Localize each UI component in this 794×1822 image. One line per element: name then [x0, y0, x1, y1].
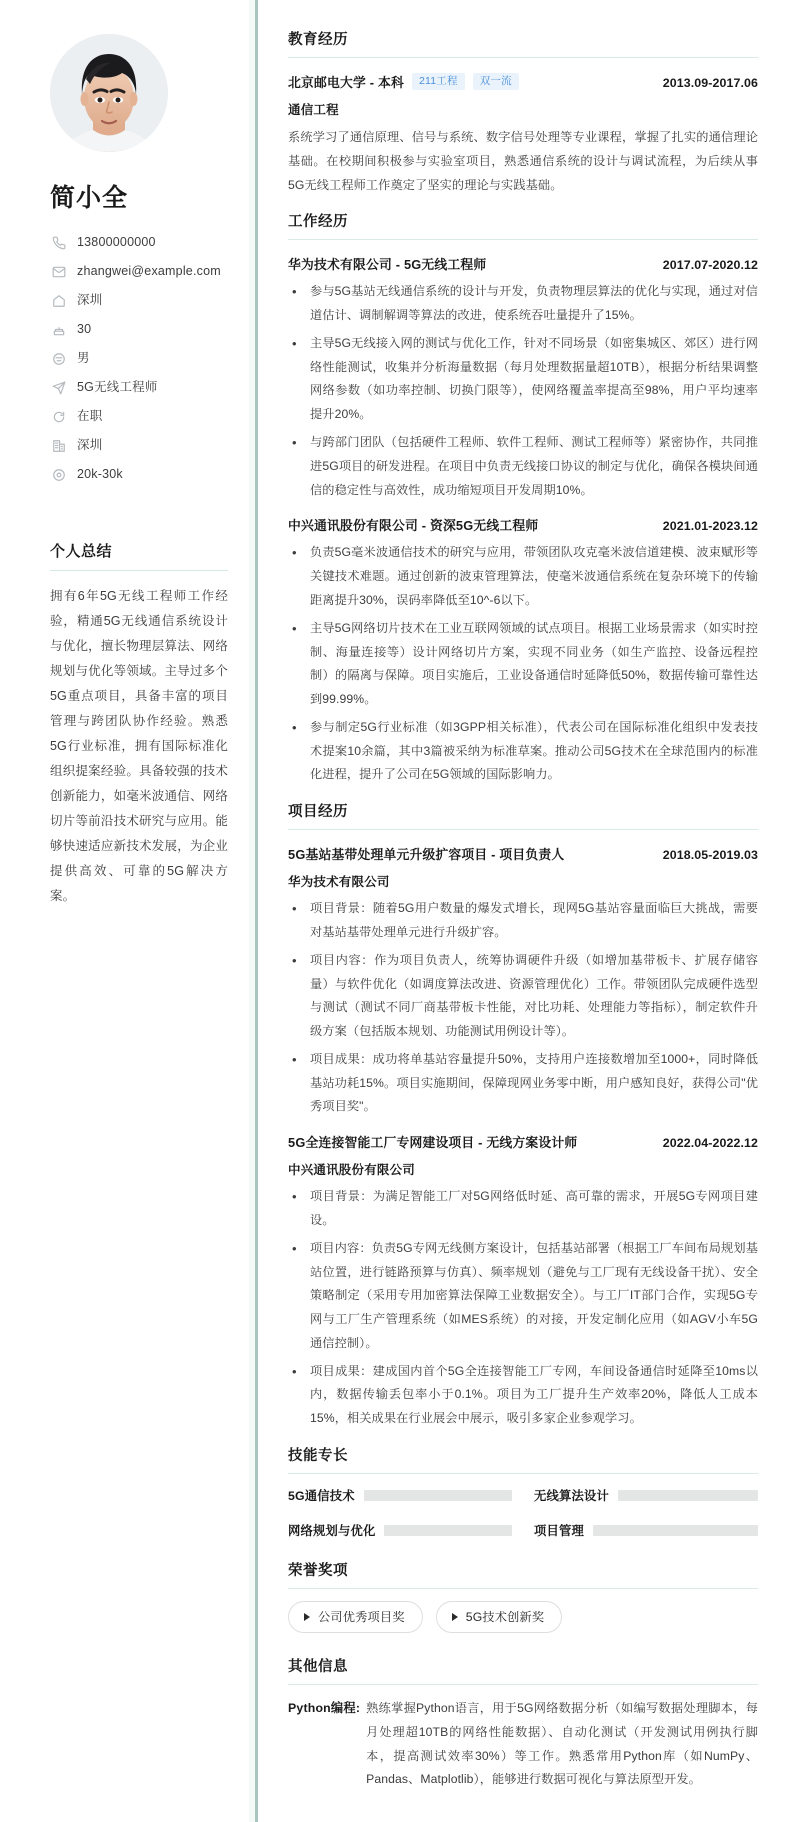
contact-list	[51, 230, 228, 488]
education-tag-shuangyiliu: 双一流	[473, 73, 519, 90]
contact-age	[51, 317, 228, 343]
work-bullets	[288, 541, 758, 787]
other-info-section	[288, 1655, 758, 1792]
contact-value: 男	[77, 351, 90, 366]
skill-label: 5G通信技术	[288, 1489, 355, 1504]
avatar	[50, 34, 168, 152]
skill-item	[534, 1486, 758, 1504]
skill-progress-track	[384, 1525, 512, 1536]
project-bullets	[288, 1185, 758, 1431]
project-bullets	[288, 897, 758, 1119]
home-icon	[51, 293, 67, 309]
phone-icon	[51, 235, 67, 251]
list-item: • 与跨部门团队（包括硬件工程师、软件工程师、测试工程师等）紧密协作，共同推进5G项目的研发进程。在项目中负责无线接口协议的制定与优化，确保各模块间通信的稳定性与高效性，成功缩短项目开发周期10%。	[288, 431, 758, 502]
work-entry-header	[288, 515, 758, 534]
refresh-icon	[51, 409, 67, 425]
awards-list	[288, 1601, 758, 1633]
contact-gender	[51, 346, 228, 372]
coin-icon	[51, 467, 67, 483]
list-item: • 项目背景：为满足智能工厂对5G网络低时延、高可靠的需求，开展5G专网项目建设。	[288, 1185, 758, 1233]
paper-plane-icon	[51, 380, 67, 396]
project-title: 5G基站基带处理单元升级扩容项目 - 项目负责人	[288, 847, 565, 863]
education-section	[288, 28, 758, 197]
list-item: • 项目成果：成功将单基站容量提升50%，支持用户连接数增加至1000+，同时降低基站功耗15%。项目实施期间，保障现网业务零中断，用户感知良好，获得公司"优秀项目奖"。	[288, 1048, 758, 1119]
contact-value: 深圳	[77, 438, 103, 453]
education-major: 通信工程	[288, 103, 339, 117]
work-heading: 工作经历	[288, 210, 758, 240]
project-company: 中兴通讯股份有限公司	[288, 1163, 416, 1178]
skill-progress-track	[618, 1490, 758, 1501]
sidebar	[0, 0, 258, 1822]
education-date: 2013.09-2017.06	[662, 76, 758, 90]
list-item: • 项目内容：负责5G专网无线侧方案设计，包括基站部署（根据工厂车间布局规划基站位置，进行链路预算与仿真）、频率规划（避免与工厂现有无线设备干扰）、安全策略制定（采用专用加密算法保障工业数据安全）。与工厂IT部门合作，实现5G专网与工厂生产管理系统（如MES系统）的对接，开发定制化应用（如AGV小车5G通信控制）。	[288, 1237, 758, 1356]
contact-value: 5G无线工程师	[77, 380, 158, 395]
skills-grid	[288, 1486, 758, 1539]
other-info-value: 熟练掌握Python语言，用于5G网络数据分析（如编写数据处理脚本，每月处理超10TB的网络性能数据）、自动化测试（开发测试用例执行脚本，提高测试效率30%）等工作。熟悉常用Python库（如NumPy、Pandas、Matplotlib），能够进行数据可视化与算法原型开发。	[366, 1701, 758, 1787]
education-school-degree	[288, 72, 519, 91]
building-icon	[51, 438, 67, 454]
work-date: 2021.01-2023.12	[662, 519, 758, 534]
contact-phone	[51, 230, 228, 256]
work-entry-header	[288, 254, 758, 273]
project-company: 华为技术有限公司	[288, 875, 390, 890]
summary-text: 拥有6年5G无线工程师工作经验，精通5G无线通信系统设计与优化，擅长物理层算法、网络规划与优化等领域。主导过多个5G重点项目，具备丰富的项目管理与跨团队协作经验。熟悉5G行业标准，拥有国际标准化组织提案经验。具备较强的技术创新能力，如毫米波通信、网络切片等前沿技术研究与应用。能够快速适应新技术发展，为企业提供高效、可靠的5G解决方案。	[50, 589, 228, 903]
main-content	[258, 0, 794, 1822]
awards-section	[288, 1559, 758, 1633]
project-entry-header	[288, 844, 758, 863]
mail-icon	[51, 264, 67, 280]
education-entry-header	[288, 72, 758, 91]
contact-position	[51, 375, 228, 401]
list-item: • 项目背景：随着5G用户数量的爆发式增长，现网5G基站容量面临巨大挑战，需要对基站基带处理单元进行升级扩容。	[288, 897, 758, 945]
awards-heading: 荣誉奖项	[288, 1559, 758, 1589]
contact-city	[51, 433, 228, 459]
award-label: 公司优秀项目奖	[318, 1610, 405, 1625]
skill-progress-track	[364, 1490, 512, 1501]
play-triangle-icon	[452, 1613, 458, 1621]
education-tag-211: 211工程	[412, 73, 465, 90]
summary-section	[48, 540, 228, 909]
work-company-role: 中兴通讯股份有限公司 - 资深5G无线工程师	[288, 518, 539, 534]
project-entry	[288, 844, 758, 1119]
skill-label: 无线算法设计	[534, 1489, 609, 1504]
contact-value: 13800000000	[77, 235, 156, 250]
education-description: 系统学习了通信原理、信号与系统、数字信号处理等专业课程，掌握了扎实的通信理论基础。在校期间积极参与实验室项目，熟悉通信系统的设计与调试流程，为后续从事5G无线工程师工作奠定了坚实的理论与实践基础。	[288, 130, 758, 192]
work-date: 2017.07-2020.12	[662, 258, 758, 273]
projects-section	[288, 800, 758, 1431]
list-item: • 参与制定5G行业标准（如3GPP相关标准），代表公司在国际标准化组织中发表技术提案10余篇，其中3篇被采纳为标准草案。推动公司5G技术在全球范围内的标准化进程，提升了公司在5G领域的国际影响力。	[288, 716, 758, 787]
skill-item	[288, 1486, 512, 1504]
summary-heading: 个人总结	[50, 540, 228, 571]
project-date: 2022.04-2022.12	[662, 1136, 758, 1151]
work-section	[288, 210, 758, 787]
award-chip[interactable]	[436, 1601, 563, 1633]
project-entry	[288, 1132, 758, 1431]
list-item: • 参与5G基站无线通信系统的设计与开发，负责物理层算法的优化与实现，通过对信道估计、调制解调等算法的改进，使系统吞吐量提升了15%。	[288, 280, 758, 328]
contact-value: 20k-30k	[77, 467, 123, 482]
education-school-label: 北京邮电大学 - 本科	[288, 75, 404, 90]
work-entry	[288, 254, 758, 502]
education-heading: 教育经历	[288, 28, 758, 58]
play-triangle-icon	[304, 1613, 310, 1621]
award-chip[interactable]	[288, 1601, 423, 1633]
other-info-row	[288, 1697, 758, 1792]
contact-value: 在职	[77, 409, 103, 424]
contact-value: 深圳	[77, 293, 103, 308]
skill-item	[534, 1521, 758, 1539]
contact-salary	[51, 462, 228, 488]
list-item: • 负责5G毫米波通信技术的研究与应用，带领团队攻克毫米波信道建模、波束赋形等关键技术难题。通过创新的波束管理算法，使毫米波通信系统在复杂环境下的传输距离提升30%，误码率降低至10^-6以下。	[288, 541, 758, 612]
contact-value: 30	[77, 322, 92, 337]
contact-location	[51, 288, 228, 314]
list-item: • 项目内容：作为项目负责人，统筹协调硬件升级（如增加基带板卡、扩展存储容量）与软件优化（如调度算法改进、资源管理优化）工作。带领团队完成硬件选型与测试（测试不同厂商基带板卡性能，对比功耗、处理能力等指标），制定软件升级方案（包括版本规划、功能测试用例设计等）。	[288, 949, 758, 1044]
skill-progress-track	[593, 1525, 758, 1536]
person-name: 简小全	[50, 184, 129, 212]
list-item: • 主导5G无线接入网的测试与优化工作，针对不同场景（如密集城区、郊区）进行网络性能测试，收集并分析海量数据（每月处理数据量超10TB），根据分析结果调整网络参数（如功率控制、切换门限等），使网络覆盖率提高至98%，用户平均速率提升20%。	[288, 332, 758, 427]
skill-item	[288, 1521, 512, 1539]
project-entry-header	[288, 1132, 758, 1151]
award-label: 5G技术创新奖	[465, 1610, 545, 1625]
project-title: 5G全连接智能工厂专网建设项目 - 无线方案设计师	[288, 1135, 578, 1151]
other-info-heading: 其他信息	[288, 1655, 758, 1685]
education-entry	[288, 72, 758, 197]
work-bullets	[288, 280, 758, 502]
other-info-label: Python编程:	[288, 1701, 361, 1716]
skill-label: 网络规划与优化	[288, 1524, 376, 1539]
skills-section	[288, 1444, 758, 1539]
contact-email	[51, 259, 228, 285]
contact-status	[51, 404, 228, 430]
projects-heading: 项目经历	[288, 800, 758, 830]
work-entry	[288, 515, 758, 787]
project-date: 2018.05-2019.03	[662, 848, 758, 863]
gender-icon	[51, 351, 67, 367]
contact-value: zhangwei@example.com	[77, 264, 221, 279]
skills-heading: 技能专长	[288, 1444, 758, 1474]
list-item: • 主导5G网络切片技术在工业互联网领域的试点项目。根据工业场景需求（如实时控制、海量连接等）设计网络切片方案，实现不同业务（如生产监控、设备远程控制）的隔离与保障。项目实施后，工业设备通信时延降低50%，数据传输可靠性达到99.99%。	[288, 617, 758, 712]
cake-icon	[51, 322, 67, 338]
list-item: • 项目成果：建成国内首个5G全连接智能工厂专网，车间设备通信时延降至10ms以内，数据传输丢包率小于0.1%。项目为工厂提升生产效率20%，降低人工成本15%，相关成果在行业展会中展示，吸引多家企业参观学习。	[288, 1360, 758, 1431]
skill-label: 项目管理	[534, 1524, 584, 1539]
work-company-role: 华为技术有限公司 - 5G无线工程师	[288, 257, 487, 273]
